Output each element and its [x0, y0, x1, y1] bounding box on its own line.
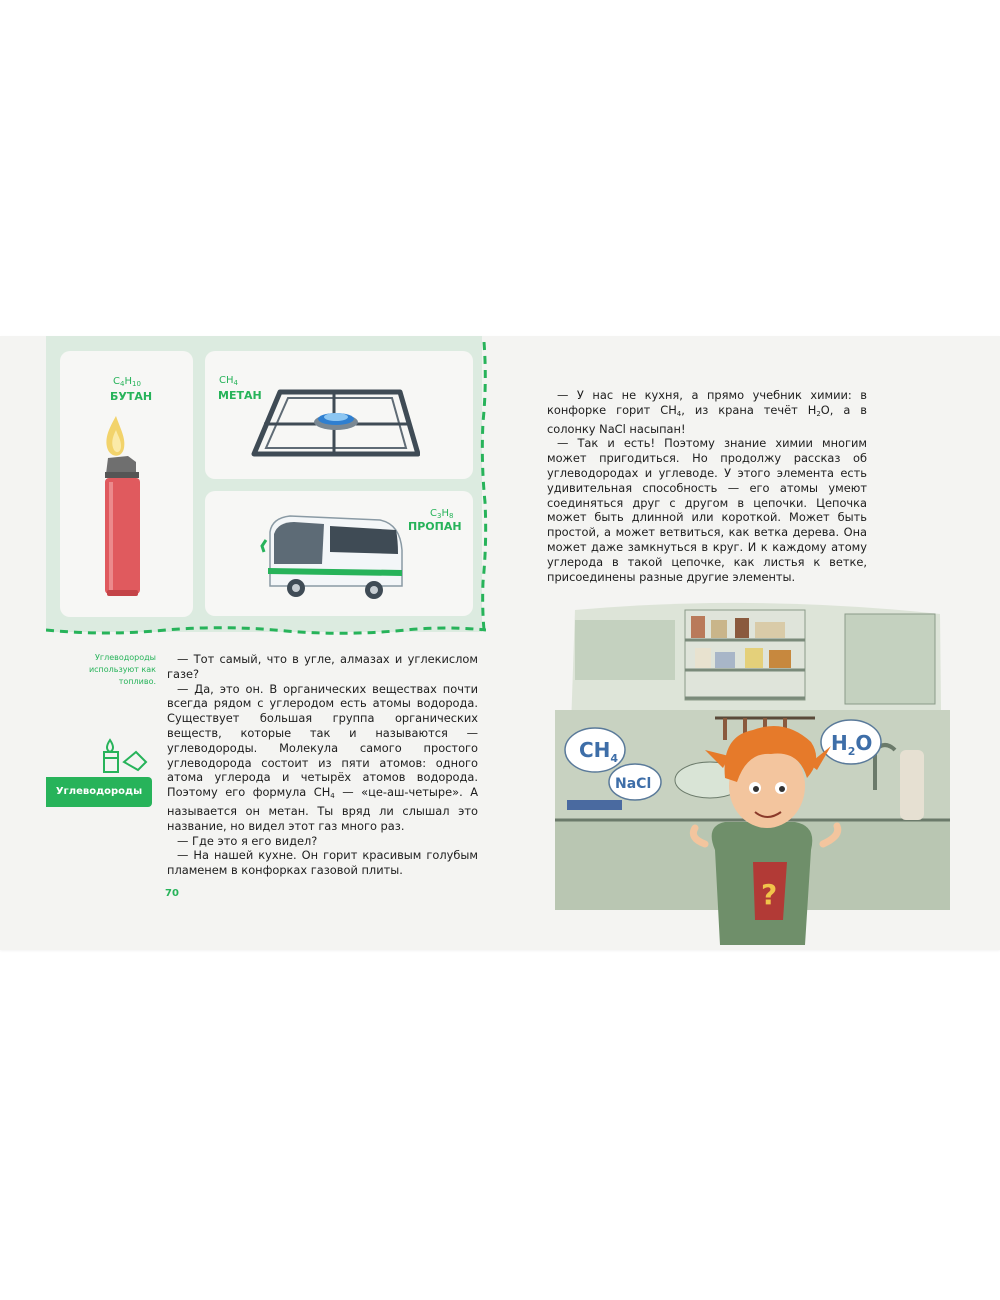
- side-note: Углеводороды используют как топливо.: [88, 653, 156, 686]
- dashed-border-right: [480, 342, 488, 630]
- butane-name: БУТАН: [110, 390, 153, 403]
- paragraph: — Да, это он. В органических веществах почти всегда рядом с углеродом есть атомы водорода. Существует большая группа органических веществ, которые так и называются — углеводороды. Молекула самого простого углеводорода состоит из пяти атомов: одного атома углерода и четырёх атомов водорода. Поэтому его формула $CH_4$ — «це-аш-четыре». А называется он метан. Ты вряд ли слышал это название, но видел этот газ много раз.: [167, 681, 478, 833]
- lighter-icon: [92, 408, 157, 608]
- propane-formula: $C_3H_8$: [430, 508, 454, 520]
- butane-formula: $C_4H_{10}$: [113, 376, 141, 388]
- paragraph: — У нас не кухня, а прямо учебник химии: в конфорке горит $CH_4$, из крана течёт $H_2O$, а в солонку NaCl насыпан!: [547, 388, 867, 436]
- right-text-column: [547, 388, 867, 584]
- kitchen-illustration: [555, 600, 950, 945]
- bus-icon: [260, 510, 410, 605]
- svg-text:NaCl: NaCl: [615, 776, 652, 792]
- dashed-border-bottom: [46, 624, 486, 638]
- methane-formula: $CH_4$: [219, 375, 238, 387]
- page-number: 70: [165, 888, 179, 899]
- paragraph: — Так и есть! Поэтому знание химии многим может пригодиться. Но продолжу рассказ об углеводородах и углеводе. У этого элемента есть удивительная способность — его атомы умеют соединяться друг с другом в цепочки. Цепочка может быть длинной или короткой. Может быть простой, а может ветвиться, как ветка дерева. Она может даже замкнуться в круг. И к каждому атому углерода в такой цепочке, как листья к ветке, присоединены разные другие элементы.: [547, 436, 867, 584]
- paragraph: — Где это я его видел?: [177, 833, 318, 848]
- gas-burner-icon: [250, 386, 420, 466]
- svg-text:?: ?: [761, 878, 778, 911]
- paragraph: — Тот самый, что в угле, алмазах и углекислом газе?: [167, 652, 478, 681]
- lighter-small-icon: [98, 738, 148, 774]
- propane-name: ПРОПАН: [408, 520, 462, 533]
- paragraph: — На нашей кухне. Он горит красивым голубым пламенем в конфорках газовой плиты.: [167, 848, 478, 878]
- svg-text:CH4: $CH_4$: [579, 738, 619, 765]
- topic-label: Углеводороды: [46, 777, 152, 807]
- methane-name: МЕТАН: [218, 389, 262, 402]
- left-text-column: [167, 652, 478, 878]
- svg-text:H2O: $H_2O$: [831, 731, 873, 758]
